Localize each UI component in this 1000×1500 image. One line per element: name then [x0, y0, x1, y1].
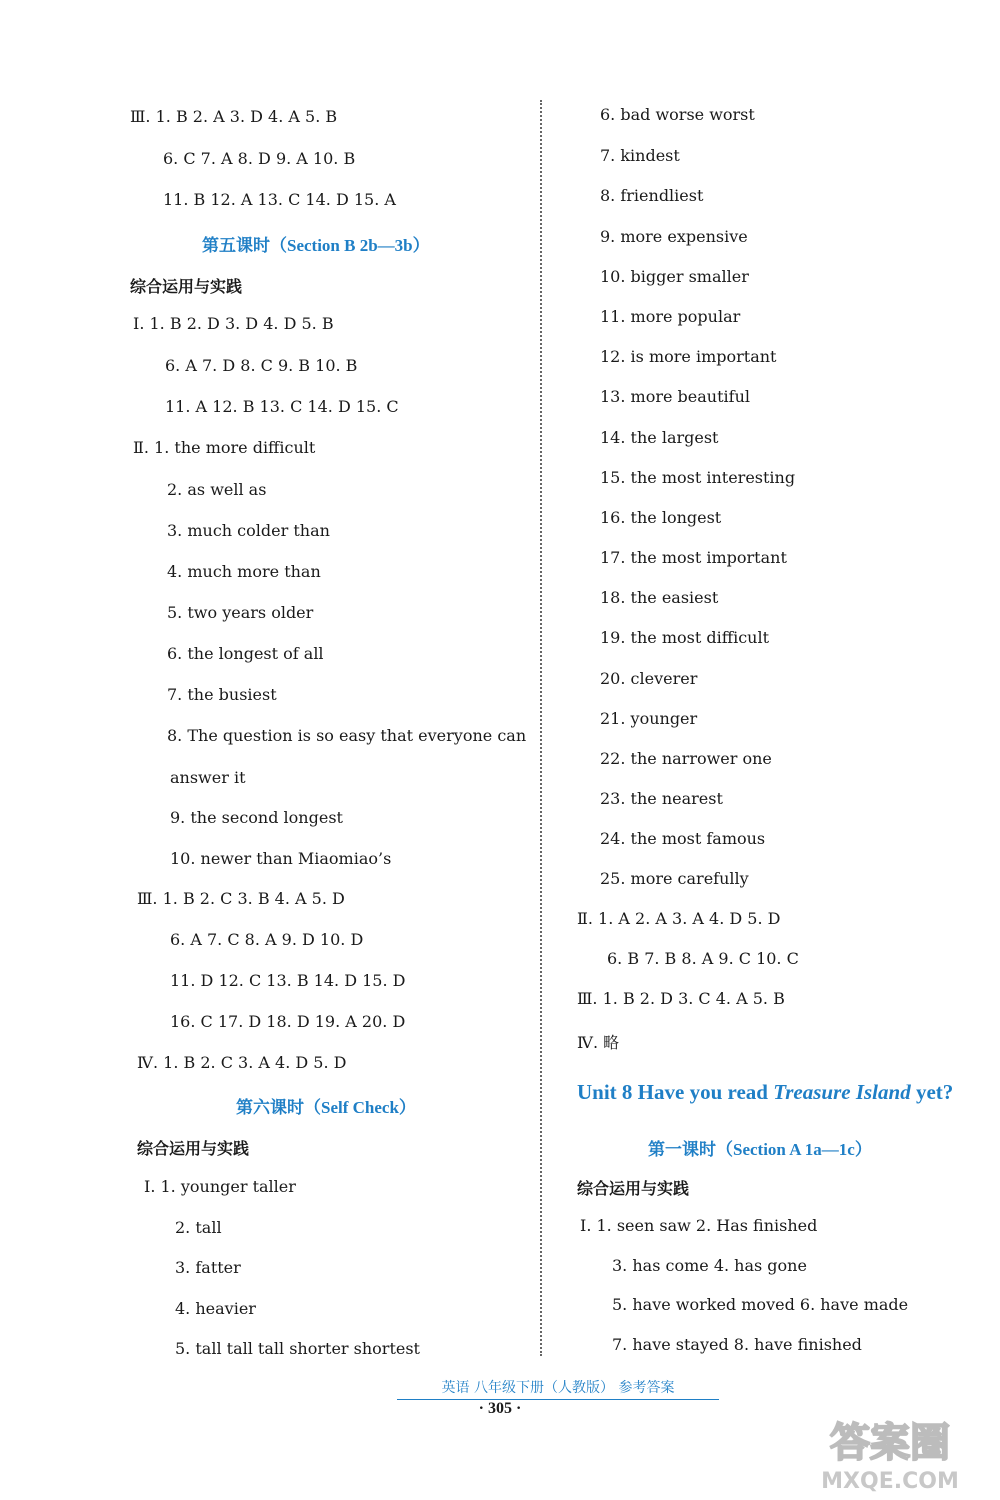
answer-line: 6. C 7. A 8. D 9. A 10. B: [163, 149, 356, 168]
answer-line: 17. the most important: [600, 548, 787, 567]
answer-line: 23. the nearest: [600, 789, 723, 808]
answer-line: 11. more popular: [600, 307, 741, 326]
answer-line: 6. A 7. D 8. C 9. B 10. B: [165, 356, 358, 375]
answer-line: answer it: [170, 768, 246, 787]
answer-line: 3. much colder than: [167, 521, 330, 540]
answer-line: 11. B 12. A 13. C 14. D 15. A: [163, 190, 396, 209]
answer-line: 6. the longest of all: [167, 644, 324, 663]
answer-line: 13. more beautiful: [600, 387, 750, 406]
answer-line: Ⅰ. 1. seen saw 2. Has finished: [580, 1216, 818, 1235]
answer-line: 2. tall: [175, 1218, 222, 1237]
answer-line: Ⅳ. 略: [577, 1033, 620, 1052]
answer-line: 4. heavier: [175, 1299, 256, 1318]
unit-title-book: Treasure Island: [773, 1080, 911, 1104]
answer-line: 10. newer than Miaomiao’s: [170, 849, 392, 868]
unit-title-suffix: yet?: [910, 1080, 954, 1104]
answer-line: 21. younger: [600, 709, 698, 728]
lesson-heading: 第一课时（Section A 1a—1c）: [648, 1140, 872, 1159]
answer-line: 5. tall tall tall shorter shortest: [175, 1339, 420, 1358]
answer-line: Ⅳ. 1. B 2. C 3. A 4. D 5. D: [137, 1053, 347, 1072]
answer-line: 3. has come 4. has gone: [612, 1256, 807, 1275]
answer-line: 19. the most difficult: [600, 628, 770, 647]
answer-line: 7. have stayed 8. have finished: [612, 1335, 862, 1354]
answer-line: Ⅰ. 1. B 2. D 3. D 4. D 5. B: [133, 314, 334, 333]
section-subheading: 综合运用与实践: [130, 277, 243, 296]
footer-book-title: 英语 八年级下册（人教版） 参考答案: [397, 1377, 719, 1400]
answer-line: 11. A 12. B 13. C 14. D 15. C: [165, 397, 399, 416]
answer-line: 5. have worked moved 6. have made: [612, 1295, 909, 1314]
answer-line: 9. the second longest: [170, 808, 343, 827]
answer-line: 6. bad worse worst: [600, 105, 755, 124]
answer-line: Ⅲ. 1. B 2. A 3. D 4. A 5. B: [130, 107, 338, 126]
watermark-logo: [790, 1410, 990, 1495]
answer-line: 7. the busiest: [167, 685, 277, 704]
answer-line: 22. the narrower one: [600, 749, 772, 768]
watermark-text-cn: 答案圈: [830, 1420, 950, 1466]
answer-line: 18. the easiest: [600, 588, 719, 607]
answer-line: Ⅱ. 1. A 2. A 3. A 4. D 5. D: [577, 909, 781, 928]
lesson-heading: 第五课时（Section B 2b—3b）: [202, 236, 430, 255]
answer-line: 15. the most interesting: [600, 468, 796, 487]
answer-line: 24. the most famous: [600, 829, 766, 848]
answer-line: Ⅱ. 1. the more difficult: [133, 438, 316, 457]
answer-line: Ⅰ. 1. younger taller: [144, 1177, 296, 1196]
answer-line: 4. much more than: [167, 562, 321, 581]
answer-line: Ⅲ. 1. B 2. D 3. C 4. A 5. B: [577, 989, 785, 1008]
answer-line: 10. bigger smaller: [600, 267, 749, 286]
answer-line: 3. fatter: [175, 1258, 241, 1277]
answer-line: 8. friendliest: [600, 186, 704, 205]
page-number: · 305 ·: [478, 1400, 522, 1417]
answer-line: 11. D 12. C 13. B 14. D 15. D: [170, 971, 406, 990]
answer-line: 5. two years older: [167, 603, 314, 622]
answer-line: 16. C 17. D 18. D 19. A 20. D: [170, 1012, 406, 1031]
column-divider: [540, 100, 542, 1356]
answer-line: 16. the longest: [600, 508, 722, 527]
watermark-text-en: MXQE.COM: [821, 1469, 959, 1494]
answer-line: 7. kindest: [600, 146, 680, 165]
section-subheading: 综合运用与实践: [137, 1139, 250, 1158]
answer-line: 25. more carefully: [600, 869, 749, 888]
answer-line: 6. A 7. C 8. A 9. D 10. D: [170, 930, 364, 949]
unit-title-prefix: Unit 8 Have you read: [577, 1080, 774, 1104]
answer-line: 12. is more important: [600, 347, 777, 366]
answer-line: 6. B 7. B 8. A 9. C 10. C: [607, 949, 799, 968]
answer-line: Ⅲ. 1. B 2. C 3. B 4. A 5. D: [137, 889, 345, 908]
answer-line: 2. as well as: [167, 480, 267, 499]
answer-line: 14. the largest: [600, 428, 719, 447]
section-subheading: 综合运用与实践: [577, 1179, 690, 1198]
unit-title: [577, 1080, 953, 1105]
answer-line: 8. The question is so easy that everyone can: [167, 726, 527, 745]
answer-line: 9. more expensive: [600, 227, 748, 246]
answer-line: 20. cleverer: [600, 669, 698, 688]
lesson-heading: 第六课时（Self Check）: [236, 1098, 416, 1117]
